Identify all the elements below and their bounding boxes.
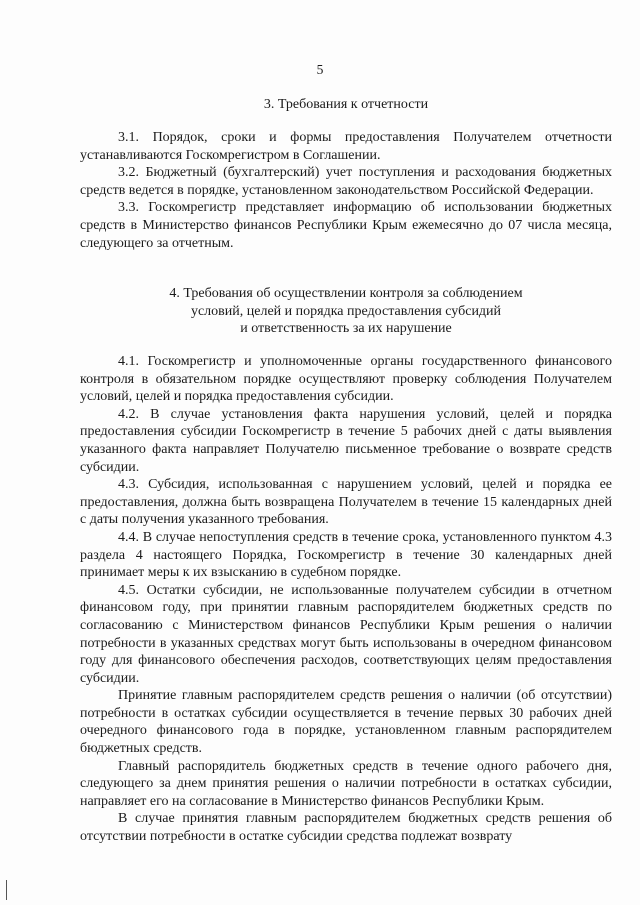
section-4-body [80,353,612,846]
section-3-title: 3. Требования к отчетности [263,97,429,112]
paragraph-approval: Главный распорядитель бюджетных средств в течение одного рабочего дня, следующего за днем принятия решения о наличии потребности в остатках субсидии, направляет его на согласование в Министерство финансов Республики Крым. [80,758,612,809]
paragraph-4-2: 4.2. В случае установления факта нарушения условий, целей и порядка предоставления субсидии Госкомрегистр в течение 5 рабочих дней с даты выявления указанного факта направляет Получателю письменное требование о возврате средств субсидии. [80,406,612,475]
paragraph-4-5: 4.5. Остатки субсидии, не использованные получателем субсидии в отчетном финансовом году, при принятии главным распорядителем бюджетных средств по согласованию с Министерством финансов Республики Крым решения о наличии потребности в указанных средствах могут быть использованы в очередном финансовом году для финансового обеспечения расходов, соответствующих целям предоставления субсидии. [80,582,612,686]
section-4-title [80,285,612,338]
section-4-title-line: 4. Требования об осуществлении контроля за соблюдением [169,286,523,301]
paragraph-4-4: 4.4. В случае непоступления средств в течение срока, установленного пунктом 4.3 раздела 4 настоящего Порядка, Госкомрегистр в течение 30 календарных дней принимает меры к их взысканию в судебном порядке. [80,529,612,581]
paragraph-decision-timing: Принятие главным распорядителем средств решения о наличии (об отсутствии) потребности в остатках субсидии осуществляется в течение первых 30 рабочих дней очередного финансового года в порядке, установленном главным распорядителем бюджетных средств. [80,688,612,757]
paragraph-refund: В случае принятия главным распорядителем бюджетных средств решения об отсутствии потребности в остатке субсидии средства подлежат возврату [80,811,612,845]
scan-edge-mark [6,880,7,900]
section-3-body [80,129,612,252]
paragraph-3-3: 3.3. Госкомрегистр представляет информацию об использовании бюджетных средств в Министерство финансов Республики Крым ежемесячно до 07 числа месяца, следующего за отчетным. [80,200,612,251]
paragraph-4-1: 4.1. Госкомрегистр и уполномоченные органы государственного финансового контроля в обязательном порядке осуществляют проверку соблюдения Получателем условий, целей и порядка предоставления субсидии. [80,354,612,405]
section-4-title-line: условий, целей и порядка предоставления субсидий [190,303,502,319]
paragraph-3-2: 3.2. Бюджетный (бухгалтерский) учет поступления и расходования бюджетных средств ведется в порядке, установленном законодательством Российской Федерации. [80,165,612,198]
section-4-title-line: и ответственность за их нарушение [240,321,452,336]
paragraph-3-1: 3.1. Порядок, сроки и формы предоставления Получателем отчетности устанавливаются Госкомрегистром в Соглашении. [80,130,612,163]
page-number: 5 [316,62,324,77]
paragraph-4-3: 4.3. Субсидия, использованная с нарушением условий, целей и порядка ее предоставления, должна быть возвращена Получателем в течение 15 календарных дней с даты получения указанного требования. [80,477,612,528]
